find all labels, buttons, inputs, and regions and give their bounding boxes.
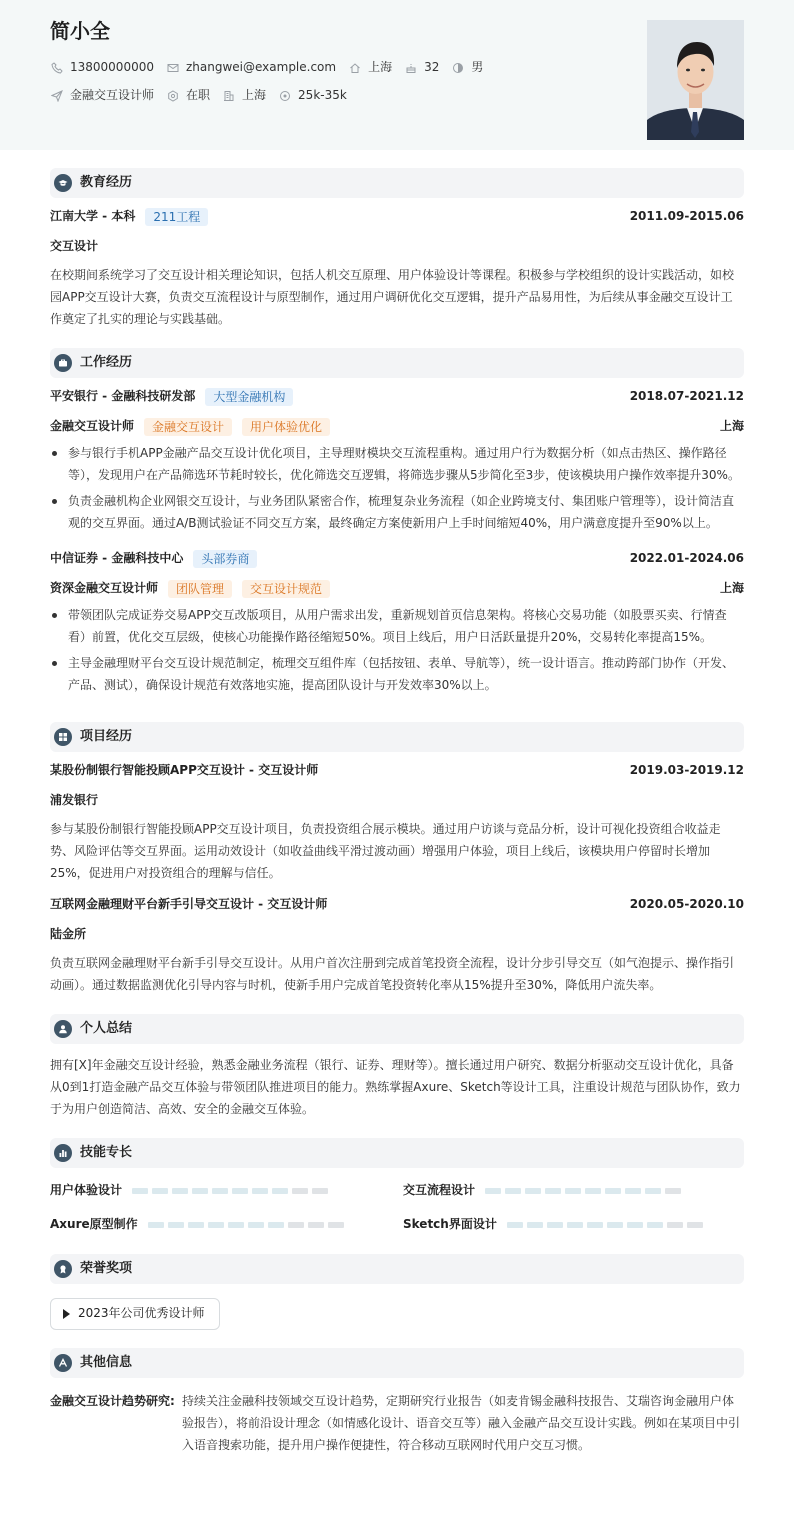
skill-level-segment (507, 1222, 523, 1228)
cake-icon (404, 61, 418, 75)
building-icon (222, 89, 236, 103)
skill-level-segment (288, 1222, 304, 1228)
skill-level-bar (507, 1222, 707, 1228)
skill-level-segment (232, 1188, 248, 1194)
project-period: 2019.03-2019.12 (629, 763, 744, 778)
medal-icon (54, 1260, 72, 1278)
role-tag: 用户体验优化 (242, 418, 330, 436)
skill-level-segment (527, 1222, 543, 1228)
company-tag: 头部券商 (193, 550, 257, 568)
education-section-header (50, 168, 744, 198)
other-section-title: 其他信息 (80, 1354, 133, 1370)
status-item (166, 86, 210, 105)
status-text: 在职 (186, 88, 211, 103)
company-tag: 大型金融机构 (205, 388, 293, 406)
profile-photo (647, 20, 744, 140)
project-org: 陆金所 (50, 927, 87, 942)
settings-icon (166, 89, 180, 103)
project-org-row (50, 924, 744, 946)
grid-icon (54, 728, 72, 746)
skill-item (50, 1214, 403, 1236)
skill-name: 交互流程设计 (403, 1183, 476, 1198)
job-location: 上海 (719, 419, 744, 434)
skill-level-segment (525, 1188, 541, 1194)
job-company-row (50, 386, 744, 408)
skill-item (50, 1180, 403, 1202)
gender-item (451, 58, 483, 77)
phone-text: 13800000000 (70, 60, 154, 75)
phone-icon (50, 61, 64, 75)
award-text: 2023年公司优秀设计师 (78, 1306, 205, 1321)
skill-level-bar (132, 1188, 332, 1194)
skill-level-segment (605, 1188, 621, 1194)
major-name: 交互设计 (50, 239, 99, 254)
other-section-header (50, 1348, 744, 1378)
skill-level-segment (665, 1188, 681, 1194)
other-info-item (50, 1390, 744, 1456)
role-tag: 金融交互设计 (144, 418, 232, 436)
education-period: 2011.09-2015.06 (629, 209, 744, 224)
gender-text: 男 (471, 60, 484, 75)
honors-section-header (50, 1254, 744, 1284)
location-item (348, 58, 392, 77)
project-org: 浦发银行 (50, 793, 99, 808)
skill-level-segment (272, 1188, 288, 1194)
skill-level-segment (292, 1188, 308, 1194)
job-company-row (50, 548, 744, 570)
skill-level-segment (192, 1188, 208, 1194)
coin-icon (278, 89, 292, 103)
summary-section-header (50, 1014, 744, 1044)
skill-level-segment (585, 1188, 601, 1194)
education-section-title: 教育经历 (80, 174, 133, 190)
skill-level-segment (565, 1188, 581, 1194)
job-period: 2022.01-2024.06 (629, 551, 744, 566)
company-name: 平安银行 - 金融科技研发部 (50, 389, 196, 404)
skills-section-header (50, 1138, 744, 1168)
location-text: 上海 (368, 60, 393, 75)
job-location: 上海 (719, 581, 744, 596)
job-bullet: 负责金融机构企业网银交互设计，与业务团队紧密合作，梳理复杂业务流程（如企业跨境支付、集团账户管理等），设计简洁直观的交互界面。通过A/B测试验证不同交互方案，最终确定方案使新用户上手时间缩短40%，用户满意度提升至90%以上。 (50, 490, 744, 534)
skill-level-segment (268, 1222, 284, 1228)
skill-level-segment (308, 1222, 324, 1228)
skill-level-segment (132, 1188, 148, 1194)
skill-level-segment (645, 1188, 661, 1194)
home-icon (348, 61, 362, 75)
work-section-title: 工作经历 (80, 354, 133, 370)
skill-level-segment (485, 1188, 501, 1194)
skill-name: 用户体验设计 (50, 1183, 123, 1198)
target-city-text: 上海 (242, 88, 267, 103)
skill-level-segment (252, 1188, 268, 1194)
skill-name: Sketch界面设计 (403, 1217, 497, 1232)
user-icon (54, 1020, 72, 1038)
skill-level-segment (647, 1222, 663, 1228)
job-bullet: 主导金融理财平台交互设计规范制定，梳理交互组件库（包括按钮、表单、导航等），统一设计语言。推动跨部门协作（开发、产品、测试），确保设计规范有效落地实施，提高团队设计与开发效率30%以上。 (50, 652, 744, 696)
send-icon (50, 89, 64, 103)
job-role-row (50, 578, 744, 600)
skill-level-segment (587, 1222, 603, 1228)
skill-level-segment (547, 1222, 563, 1228)
summary-text: 拥有[X]年金融交互设计经验，熟悉金融业务流程（银行、证券、理财等）。擅长通过用户研究、数据分析驱动交互设计优化，具备从0到1打造金融产品交互体验与带领团队推进项目的能力。熟练掌握Axure、Sketch等设计工具，注重设计规范与团队协作，致力于为用户创造简洁、高效、安全的金融交互体验。 (50, 1058, 741, 1116)
skill-item (403, 1214, 744, 1236)
project-description: 负责互联网金融理财平台新手引导交互设计。从用户首次注册到完成首笔投资全流程，设计分步引导交互（如气泡提示、操作指引动画）。通过数据监测优化引导内容与时机，使新手用户完成首笔投资转化率从15%提升至30%，降低用户流失率。 (50, 956, 735, 992)
role-tag: 交互设计规范 (242, 580, 330, 598)
job-row (50, 86, 744, 106)
skill-name: Axure原型制作 (50, 1217, 138, 1232)
company-name: 中信证券 - 金融科技中心 (50, 551, 184, 566)
briefcase-icon (54, 354, 72, 372)
job-role: 资深金融交互设计师 (50, 581, 159, 596)
project-title-row (50, 894, 744, 916)
job-role: 金融交互设计师 (50, 419, 135, 434)
honors-section-title: 荣誉奖项 (80, 1260, 133, 1276)
email-text: zhangwei@example.com (185, 60, 337, 75)
skill-item (403, 1180, 744, 1202)
award-item (50, 1298, 220, 1330)
skills-section-title: 技能专长 (80, 1144, 133, 1160)
skill-level-segment (208, 1222, 224, 1228)
project-period: 2020.05-2020.10 (629, 897, 744, 912)
job-bullets (50, 604, 744, 696)
translate-icon (54, 1354, 72, 1372)
skill-level-bar (485, 1188, 685, 1194)
skill-level-segment (212, 1188, 228, 1194)
contact-row (50, 58, 744, 78)
job-title-text: 金融交互设计师 (70, 88, 155, 103)
skills-grid (50, 1180, 744, 1236)
skill-level-segment (607, 1222, 623, 1228)
project-title-row (50, 760, 744, 782)
phone-item (50, 58, 154, 77)
job-role-row (50, 416, 744, 438)
skill-level-segment (188, 1222, 204, 1228)
skill-level-segment (687, 1222, 703, 1228)
salary-item (278, 86, 347, 105)
skill-level-segment (505, 1188, 521, 1194)
project-description: 参与某股份制银行智能投顾APP交互设计项目，负责投资组合展示模块。通过用户访谈与竞品分析，设计可视化投资组合收益走势、风险评估等交互界面。运用动效设计（如收益曲线平滑过渡动画）增强用户体验，项目上线后，该模块用户停留时长增加25%，促进用户对投资组合的理解与信任。 (50, 822, 721, 880)
education-description: 在校期间系统学习了交互设计相关理论知识，包括人机交互原理、用户体验设计等课程。积极参与学校组织的设计实践活动，如校园APP交互设计大赛，负责交互流程设计与原型制作，通过用户调研优化交互逻辑，提升产品易用性，为后续从事金融交互设计工作奠定了扎实的理论与实践基础。 (50, 268, 735, 326)
school-name: 江南大学 - 本科 (50, 209, 136, 224)
job-bullet: 参与银行手机APP金融产品交互设计优化项目，主导理财模块交互流程重构。通过用户行为数据分析（如点击热区、操作路径等），发现用户在产品筛选环节耗时较长，优化筛选交互逻辑，将筛选步骤从5步简化至3步，使该模块用户操作效率提升30%。 (50, 442, 744, 486)
project-title: 某股份制银行智能投顾APP交互设计 - 交互设计师 (50, 763, 319, 778)
skill-level-segment (567, 1222, 583, 1228)
job-title-item (50, 86, 154, 105)
skill-level-segment (627, 1222, 643, 1228)
job-period: 2018.07-2021.12 (629, 389, 744, 404)
salary-text: 25k-35k (298, 88, 347, 103)
summary-section-title: 个人总结 (80, 1020, 133, 1036)
projects-section-title: 项目经历 (80, 728, 133, 744)
project-org-row (50, 790, 744, 812)
projects-section-header (50, 722, 744, 752)
mail-icon (166, 61, 180, 75)
graduation-cap-icon (54, 174, 72, 192)
resume-body (0, 168, 794, 1456)
gender-icon (451, 61, 465, 75)
email-item (166, 58, 336, 77)
skill-level-segment (667, 1222, 683, 1228)
skill-level-segment (248, 1222, 264, 1228)
skill-level-segment (328, 1222, 344, 1228)
role-tag: 团队管理 (168, 580, 232, 598)
job-bullets (50, 442, 744, 534)
work-section-header (50, 348, 744, 378)
skill-level-segment (148, 1222, 164, 1228)
skill-level-bar (148, 1222, 348, 1228)
skill-level-segment (545, 1188, 561, 1194)
major-row (50, 236, 744, 258)
project-title: 互联网金融理财平台新手引导交互设计 - 交互设计师 (50, 897, 328, 912)
other-info-text: 持续关注金融科技领域交互设计趋势，定期研究行业报告（如麦肯锡金融科技报告、艾瑞咨询金融用户体验报告），将前沿设计理念（如情感化设计、语音交互等）融入金融产品交互设计实践。例如在某项目中引入语音搜索功能，提升用户操作便捷性，符合移动互联网时代用户交互习惯。 (182, 1394, 741, 1452)
education-row (50, 206, 744, 228)
age-text: 32 (424, 60, 440, 75)
resume-header (0, 0, 794, 150)
skill-level-segment (312, 1188, 328, 1194)
play-icon (63, 1309, 70, 1319)
job-bullet: 带领团队完成证券交易APP交互改版项目，从用户需求出发，重新规划首页信息架构。将核心交易功能（如股票买卖、行情查看）前置，优化交互层级，使核心功能操作路径缩短50%。项目上线后，用户日活跃量提升20%，交易转化率提高15%。 (50, 604, 744, 648)
age-item (404, 58, 439, 77)
school-tag: 211工程 (145, 208, 208, 226)
skill-level-segment (625, 1188, 641, 1194)
skill-level-segment (228, 1222, 244, 1228)
target-city-item (222, 86, 266, 105)
bar-chart-icon (54, 1144, 72, 1162)
skill-level-segment (172, 1188, 188, 1194)
skill-level-segment (168, 1222, 184, 1228)
skill-level-segment (152, 1188, 168, 1194)
other-info-label: 金融交互设计趋势研究: (50, 1394, 175, 1408)
candidate-name: 简小全 (50, 19, 110, 43)
